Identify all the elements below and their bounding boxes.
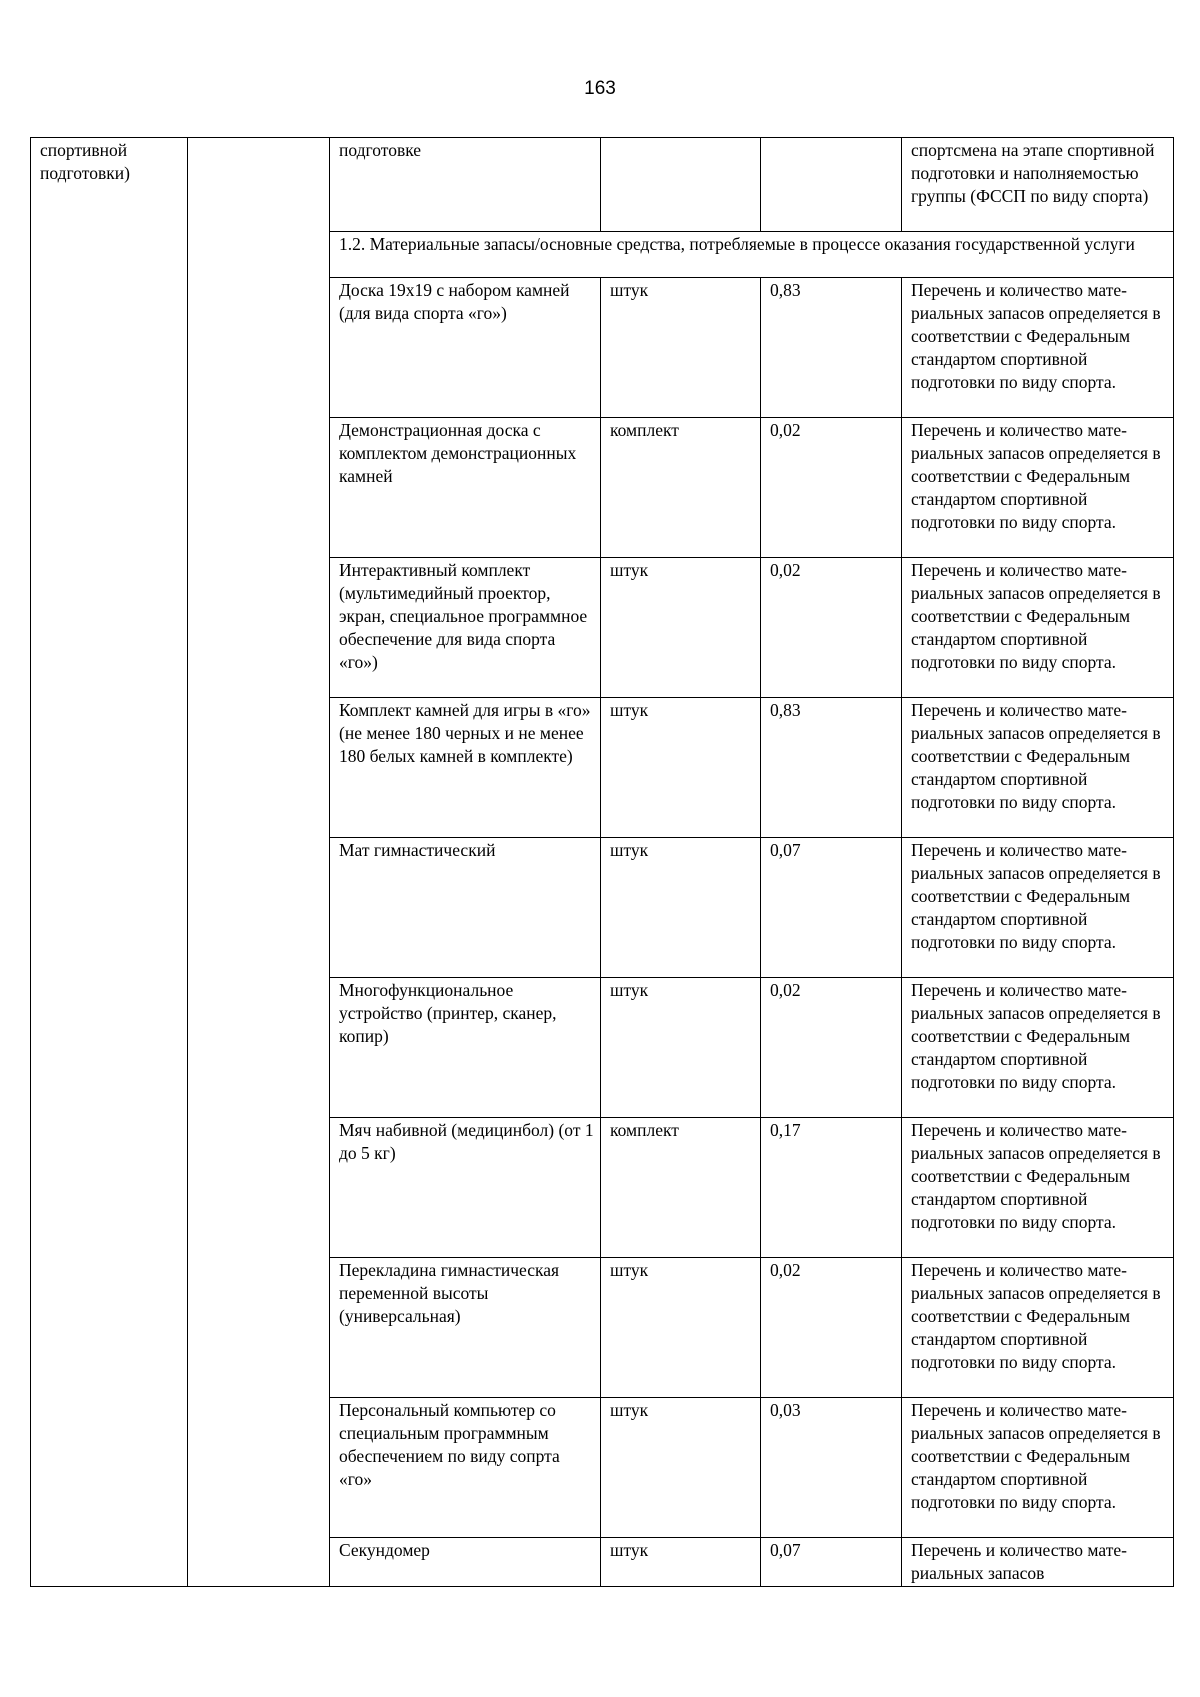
note-cell: Перечень и количество материальных запасов определяется в соответствии с Федеральным стандартом спортивной подготовки по виду спорта. [902, 978, 1174, 1118]
unit-cell: комплект [601, 1118, 761, 1258]
quantity-cell: 0,17 [761, 1118, 902, 1258]
item-name-cell: Интерактивный комплект (мультимедийный проектор, экран, специальное программное обеспечение для вида спорта «го») [330, 558, 601, 698]
note-cell: Перечень и количество материальных запасов определяется в соответствии с Федеральным стандартом спортивной подготовки по виду спорта. [902, 418, 1174, 558]
service-name-cell: спортивной подготовки) [31, 138, 188, 1587]
unit-cell: штук [601, 1398, 761, 1538]
quantity-cell: 0,03 [761, 1398, 902, 1538]
quantity-cell: 0,02 [761, 558, 902, 698]
page-number: 163 [584, 78, 616, 99]
item-name-cell: Мат гимнастический [330, 838, 601, 978]
quantity-cell: 0,83 [761, 698, 902, 838]
unit-cell [601, 138, 761, 232]
note-cell: Перечень и количество материальных запасов [902, 1538, 1174, 1587]
item-name-cell: Доска 19х19 с набором камней (для вида спорта «го») [330, 278, 601, 418]
note-cell: Перечень и количество материальных запасов определяется в соответствии с Федеральным стандартом спортивной подготовки по виду спорта. [902, 1398, 1174, 1538]
item-name-cell: Перекладина гимнастическая переменной высоты (универсальная) [330, 1258, 601, 1398]
note-cell: Перечень и количество материальных запасов определяется в соответствии с Федеральным стандартом спортивной подготовки по виду спорта. [902, 698, 1174, 838]
quantity-cell: 0,07 [761, 838, 902, 978]
unit-cell: штук [601, 838, 761, 978]
quantity-cell: 0,02 [761, 418, 902, 558]
item-name-cell: подготовке [330, 138, 601, 232]
quantity-cell: 0,02 [761, 1258, 902, 1398]
item-name-cell: Персональный компьютер со специальным программным обеспечением по виду сопрта «го» [330, 1398, 601, 1538]
unit-cell: штук [601, 278, 761, 418]
note-cell: Перечень и количество материальных запасов определяется в соответствии с Федеральным стандартом спортивной подготовки по виду спорта. [902, 1118, 1174, 1258]
quantity-cell: 0,02 [761, 978, 902, 1118]
item-name-cell: Демонстрационная доска с комплектом демонстрационных камней [330, 418, 601, 558]
item-name-cell: Многофункциональное устройство (принтер, сканер, копир) [330, 978, 601, 1118]
unit-cell: штук [601, 978, 761, 1118]
unit-cell: штук [601, 558, 761, 698]
empty-column-cell [188, 138, 330, 1587]
resources-table [30, 137, 1174, 1587]
quantity-cell [761, 138, 902, 232]
note-cell: спортсмена на этапе спортивной подготовки и наполняемостью группы (ФССП по виду спорта) [902, 138, 1174, 232]
table-row-continued [31, 138, 1174, 232]
item-name-cell: Секундомер [330, 1538, 601, 1587]
note-cell: Перечень и количество материальных запасов определяется в соответствии с Федеральным стандартом спортивной подготовки по виду спорта. [902, 278, 1174, 418]
unit-cell: штук [601, 1538, 761, 1587]
quantity-cell: 0,07 [761, 1538, 902, 1587]
quantity-cell: 0,83 [761, 278, 902, 418]
note-cell: Перечень и количество материальных запасов определяется в соответствии с Федеральным стандартом спортивной подготовки по виду спорта. [902, 1258, 1174, 1398]
unit-cell: штук [601, 1258, 761, 1398]
unit-cell: комплект [601, 418, 761, 558]
item-name-cell: Мяч набивной (медицинбол) (от 1 до 5 кг) [330, 1118, 601, 1258]
note-cell: Перечень и количество материальных запасов определяется в соответствии с Федеральным стандартом спортивной подготовки по виду спорта. [902, 838, 1174, 978]
unit-cell: штук [601, 698, 761, 838]
item-name-cell: Комплект камней для игры в «го» (не менее 180 черных и не менее 180 белых камней в комплекте) [330, 698, 601, 838]
section-heading: 1.2. Материальные запасы/основные средства, потребляемые в процессе оказания государственной услуги [330, 232, 1174, 278]
note-cell: Перечень и количество материальных запасов определяется в соответствии с Федеральным стандартом спортивной подготовки по виду спорта. [902, 558, 1174, 698]
